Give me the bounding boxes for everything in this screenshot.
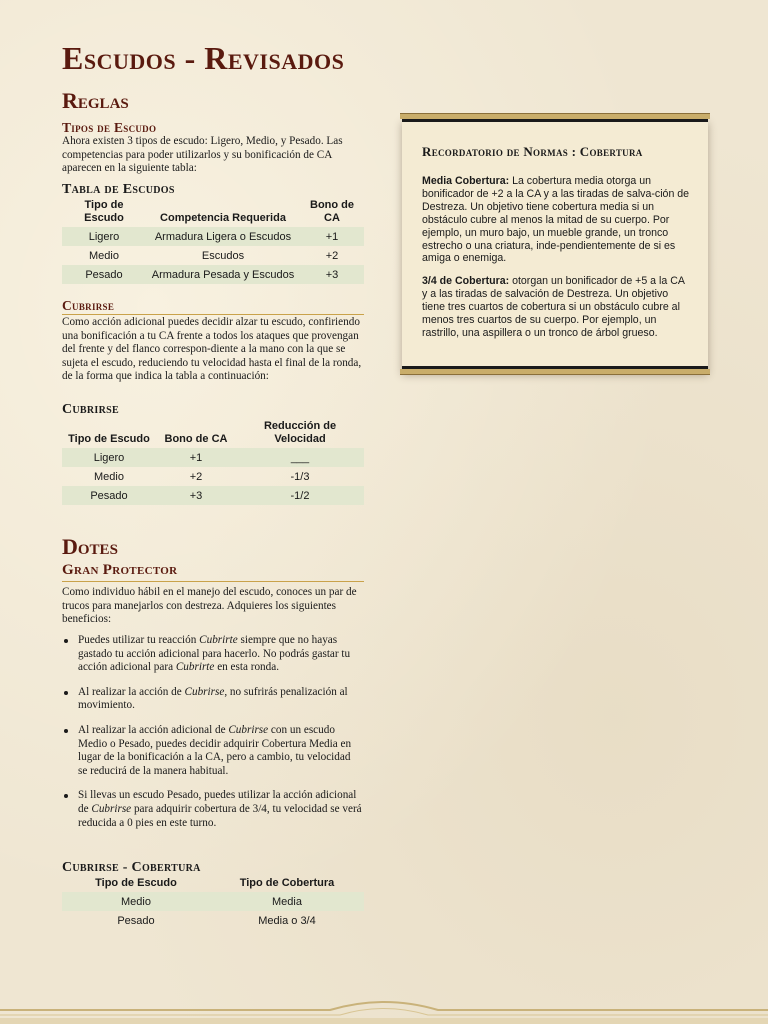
note-title: Recordatorio de Normas : Cobertura xyxy=(422,144,643,159)
bullet-icon xyxy=(64,691,68,695)
list-item: Puedes utilizar tu reacción Cubrirte siempre que no hayas gastado tu acción adicional para hacerlo. No podrás gastar tu acción adicional para Cubrirte en esta ronda. xyxy=(62,634,362,675)
table-header: Bono de CA xyxy=(164,433,228,445)
footer-ornament xyxy=(0,988,768,1024)
tipos-escudo-text: Ahora existen 3 tipos de escudo: Ligero, Medio, y Pesado. Las competencias para poder utilizarlos y su bonificación de CA aparecen en la siguiente tabla: xyxy=(62,135,343,175)
table-header: Competencia Requerida xyxy=(160,212,286,224)
table-cell: Media xyxy=(210,892,364,911)
table-row xyxy=(62,911,364,930)
table-cell: +3 xyxy=(156,486,236,505)
note-paragraph-media xyxy=(422,175,690,265)
benefits-list xyxy=(62,634,362,841)
table-cell: Armadura Pesada y Escudos xyxy=(146,265,300,284)
table-header: Reducción de Velocidad xyxy=(263,420,337,445)
table-header: Tipo de Escudo xyxy=(95,877,177,889)
note-paragraph-tres-cuartos xyxy=(422,275,690,340)
table-cell: +1 xyxy=(300,227,364,246)
table-header: Bono de CA xyxy=(310,199,354,224)
table-cell: Pesado xyxy=(62,265,146,284)
table-cell: +3 xyxy=(300,265,364,284)
table-cell: +2 xyxy=(189,470,203,483)
tabla-cobertura xyxy=(62,875,364,930)
table-cell: Medio xyxy=(94,470,124,483)
section-divider xyxy=(62,581,364,582)
table-cell: Escudos xyxy=(201,249,245,262)
table-header: Tipo de Escudo xyxy=(84,199,124,224)
note-bottom-border xyxy=(400,369,710,375)
table-cell: +1 xyxy=(156,448,236,467)
table-row xyxy=(62,246,364,265)
page-title: Escudos - Revisados xyxy=(62,40,345,76)
bullet-icon xyxy=(64,794,68,798)
cubrirse-text: Como acción adicional puedes decidir alzar tu escudo, confiriendo una bonificación a tu CA frente a todos los ataques que provengan del frente y del flanco correspon-diente a la mano con la que se sujeta el escudo, reduciendo tu velocidad hasta el final de la ronda, de la forma que indica la tabla a continuación: xyxy=(62,316,362,383)
tabla-cubrirse-heading: Cubrirse xyxy=(62,402,119,417)
note-text: otorgan un bonificador de +5 a la CA y a las tiradas de salvación de Destreza. Un objetivo tiene tres cuartos de cobertura si un obstáculo cubre al menos tres cuartos de su cuerpo. Por ejemplo, un rastrillo, una aspillera o un tronco de árbol grueso. xyxy=(422,275,685,339)
tabla-escudos-heading: Tabla de Escudos xyxy=(62,182,175,197)
table-cell: Medio xyxy=(89,249,119,262)
tabla-cubrirse xyxy=(62,418,364,505)
tabla-cobertura-heading: Cubrirse - Cobertura xyxy=(62,860,201,875)
tipos-escudo-heading: Tipos de Escudo xyxy=(62,120,157,135)
rules-reminder-box xyxy=(402,118,708,370)
note-text: La cobertura media otorga un bonificador de +2 a la CA y a las tiradas de salva-ción de Destreza. Un objetivo tiene cobertura media si un obstáculo cubre al menos la mitad de su cuerpo. Por ejemplo, un muro bajo, un mueble grande, un tronco estrecho o una criatura, inde-pendientemente de si es amiga o enemiga. xyxy=(422,175,690,265)
table-row xyxy=(62,265,364,284)
gran-protector-intro: Como individuo hábil en el manejo del escudo, conoces un par de trucos para manejarlos con destreza. Adquieres los siguientes beneficios: xyxy=(62,586,357,626)
cubrirse-heading: Cubrirse xyxy=(62,298,115,313)
table-row xyxy=(62,467,364,486)
table-row xyxy=(62,448,364,467)
table-cell: Ligero xyxy=(62,227,146,246)
tabla-escudos xyxy=(62,197,364,284)
table-cell: -1/3 xyxy=(290,470,310,483)
table-row xyxy=(62,892,364,911)
table-cell: Ligero xyxy=(62,448,156,467)
table-cell: +2 xyxy=(325,249,339,262)
table-header: Tipo de Cobertura xyxy=(239,877,335,889)
table-cell: Medio xyxy=(62,892,210,911)
table-cell: Pesado xyxy=(62,486,156,505)
table-cell: Armadura Ligera o Escudos xyxy=(146,227,300,246)
table-cell: ___ xyxy=(236,448,364,467)
note-label: Media Cobertura: xyxy=(422,175,510,187)
table-cell: Pesado xyxy=(117,914,155,927)
table-header: Tipo de Escudo xyxy=(68,433,150,445)
table-row xyxy=(62,227,364,246)
reglas-heading: Reglas xyxy=(62,88,129,113)
bullet-icon xyxy=(64,639,68,643)
table-row xyxy=(62,486,364,505)
note-top-border xyxy=(400,113,710,119)
section-divider xyxy=(62,314,364,315)
gran-protector-heading: Gran Protector xyxy=(62,562,178,578)
table-cell: Media o 3/4 xyxy=(258,914,316,927)
dotes-heading: Dotes xyxy=(62,534,118,559)
list-item: Al realizar la acción de Cubrirse, no sufrirás penalización al movimiento. xyxy=(62,686,362,713)
list-item: Al realizar la acción adicional de Cubrirse con un escudo Medio o Pesado, puedes decidir adquirir Cobertura Media en lugar de la bonificación a la CA, pero a cambio, tu velocidad se reducirá de la manera habitual. xyxy=(62,724,362,778)
note-label: 3/4 de Cobertura: xyxy=(422,275,510,287)
bullet-icon xyxy=(64,729,68,733)
list-item: Si llevas un escudo Pesado, puedes utilizar la acción adicional de Cubrirse para adquirir cobertura de 3/4, tu velocidad se verá reducida a 0 pies en este turno. xyxy=(62,789,362,830)
table-cell: -1/2 xyxy=(236,486,364,505)
